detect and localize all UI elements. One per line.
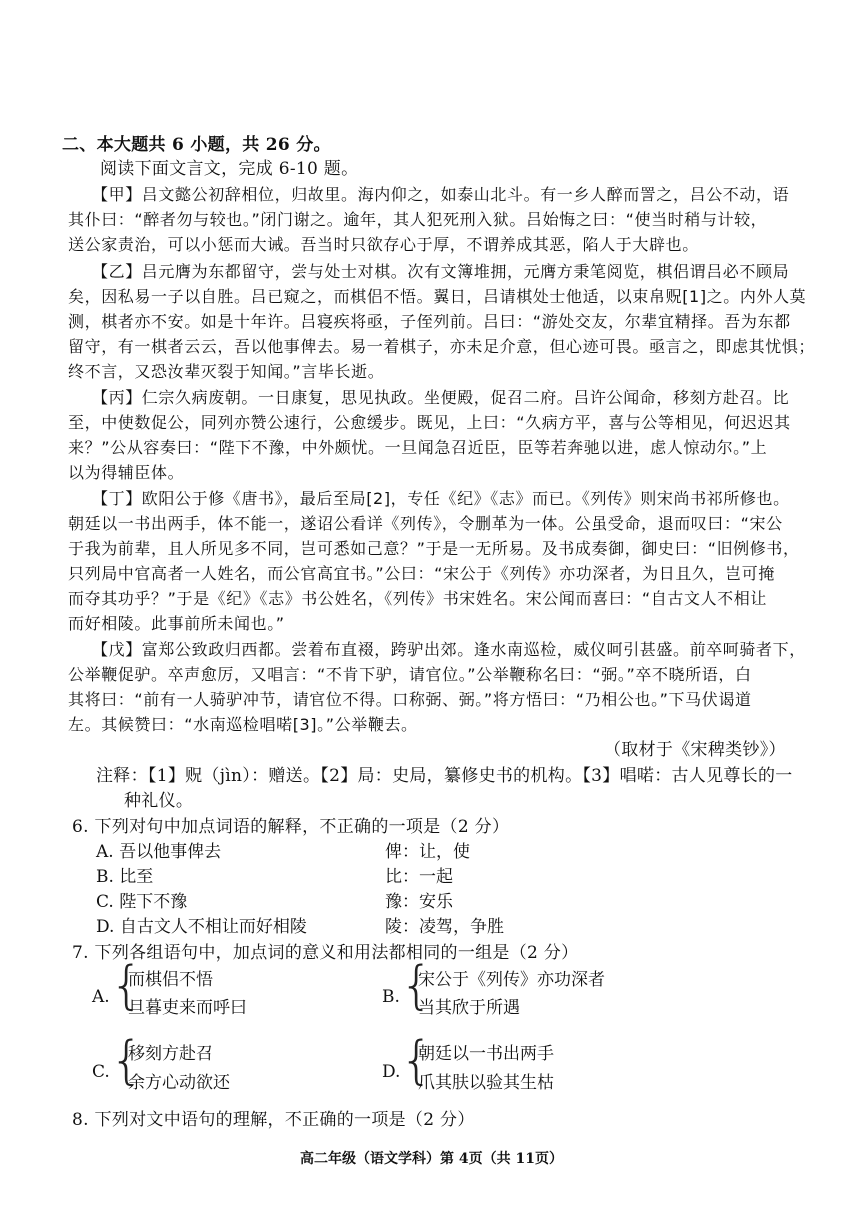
q6-option-d-gloss: 陵：凌驾，争胜 xyxy=(385,917,504,937)
notes-line: 注释：【1】贶（jìn）：赠送。【2】局：史局，纂修史书的机构。【3】唱喏：古人见尊长的一 xyxy=(96,766,793,786)
q7-option-a-top: 而棋侣不悟 xyxy=(128,970,213,990)
passage-ding-line: 只列局中官高者一人姓名，而公官高宜书。”公曰：“宋公于《列传》亦功深者，为日且久，岂可掩 xyxy=(68,564,775,583)
passage-bing-line: 以为得辅臣体。 xyxy=(68,463,185,482)
passage-bing-line: 来？”公从容奏曰：“陛下不豫，中外颇忧。一旦闻急召近臣，臣等若奔驰以进，虑人惊动尔。”上 xyxy=(68,438,768,457)
q6-option-b[interactable]: B. 比至 xyxy=(96,867,154,887)
section-instruction: 阅读下面文言文，完成 6-10 题。 xyxy=(100,159,359,179)
question-8-stem: 8. 下列对文中语句的理解，不正确的一项是（2 分） xyxy=(72,1110,475,1130)
page-footer: 高二年级（语文学科）第 4页（共 11页） xyxy=(300,1151,563,1167)
passage-ding-line: 而夺其功乎？”于是《纪》《志》书公姓名，《列传》书宋姓名。宋公闻而喜曰：“自古文人不相让 xyxy=(68,589,767,608)
passage-yi-line: 矣，因私易一子以自胜。吕已窥之，而棋侣不悟。翼日，吕请棋处士他适，以束帛贶[1]之。内外人莫 xyxy=(68,287,807,306)
q6-option-a-gloss: 俾：让，使 xyxy=(385,842,470,862)
brace-icon: { xyxy=(110,1031,144,1091)
q7-option-b-letter[interactable]: B. xyxy=(382,987,400,1007)
question-6-stem: 6. 下列对句中加点词语的解释，不正确的一项是（2 分） xyxy=(72,817,510,837)
passage-yi-line: 测，棋者亦不安。如是十年许。吕寝疾将亟，子侄列前。吕曰：“游处交友，尔辈宜精择。吾为东都 xyxy=(68,312,791,331)
brace-icon: { xyxy=(400,1031,434,1091)
passage-source: （取材于《宋稗类钞》） xyxy=(604,740,786,760)
passage-yi-line: 终不言，又恐汝辈灭裂于知闻。”言毕长逝。 xyxy=(68,362,385,381)
passage-yi-line: 【乙】吕元膺为东都留守，尝与处士对棋。次有文簿堆拥，元膺方秉笔阅览，棋侣谓吕必不顾局 xyxy=(92,262,790,281)
q6-option-c[interactable]: C. 陛下不豫 xyxy=(96,892,188,912)
passage-bing-line: 至，中使数促公，同列亦赞公速行，公愈缓步。既见，上曰：“久病方平，喜与公等相见，何迟迟其 xyxy=(68,413,791,432)
passage-yi-line: 留守，有一棋者云云，吾以他事俾去。易一着棋子，亦未足介意，但心迹可畏。亟言之，即虑其忧惧； xyxy=(68,337,816,356)
notes-line: 种礼仪。 xyxy=(124,791,194,811)
brace-icon: { xyxy=(400,956,434,1016)
q7-option-c-bottom: 余方心动欲还 xyxy=(128,1073,230,1093)
section-heading: 二、本大题共 6 小题，共 26 分。 xyxy=(62,135,331,155)
q7-option-b-bottom: 当其欣于所遇 xyxy=(418,998,520,1018)
question-7-stem: 7. 下列各组语句中，加点词的意义和用法都相同的一组是（2 分） xyxy=(72,943,579,963)
q7-option-c-letter[interactable]: C. xyxy=(92,1062,110,1082)
passage-ding-line: 朝廷以一书出两手，体不能一，遂诏公看详《列传》，令删革为一体。公虽受命，退而叹曰：“宋公 xyxy=(68,514,783,533)
passage-wu-line: 左。其候赞曰：“水南巡检唱喏[3]。”公举鞭去。 xyxy=(68,715,418,734)
q6-option-b-gloss: 比：一起 xyxy=(385,867,453,887)
passage-ding-line: 而好相陵。此事前所未闻也。” xyxy=(68,614,285,633)
q6-option-a[interactable]: A. 吾以他事俾去 xyxy=(96,842,222,862)
passage-ding-line: 于我为前辈，且人所见多不同，岂可悉如己意？”于是一无所易。及书成奏御，御史曰：“旧例修书， xyxy=(68,539,800,558)
q7-option-b-top: 宋公于《列传》亦功深者 xyxy=(418,970,605,990)
q6-option-c-gloss: 豫：安乐 xyxy=(385,892,453,912)
q7-option-d-bottom: 爪其肤以验其生枯 xyxy=(418,1073,554,1093)
passage-jia-line: 送公家责治，可以小惩而大诫。吾当时只欲存心于厚，不谓养成其恶，陷人于大辟也。 xyxy=(68,235,699,254)
passage-wu-line: 【戊】富郑公致政归西都。尝着布直裰，跨驴出郊。逢水南巡检，威仪呵引甚盛。前卒呵骑者下， xyxy=(92,640,806,659)
passage-jia-line: 【甲】吕文懿公初辞相位，归故里。海内仰之，如泰山北斗。有一乡人醉而詈之，吕公不动，语 xyxy=(92,185,790,204)
q7-option-d-top: 朝廷以一书出两手 xyxy=(418,1044,554,1064)
passage-wu-line: 其将曰：“前有一人骑驴冲节，请官位不得。口称弼、弼。”将方悟曰：“乃相公也。”下马伏谒道 xyxy=(68,690,752,709)
q7-option-c-top: 移刻方赴召 xyxy=(128,1044,213,1064)
passage-jia-line: 其仆曰：“醉者勿与较也。”闭门谢之。逾年，其人犯死刑入狱。吕始悔之曰：“使当时稍与计较， xyxy=(68,210,768,229)
q7-option-d-letter[interactable]: D. xyxy=(382,1062,401,1082)
passage-bing-line: 【丙】仁宗久病废朝。一日康复，思见执政。坐便殿，促召二府。吕许公闻命，移刻方赴召。比 xyxy=(92,388,790,407)
brace-icon: { xyxy=(110,956,144,1016)
q7-option-a-bottom: 旦暮吏来而呼曰 xyxy=(128,998,247,1018)
q6-option-d[interactable]: D. 自古文人不相让而好相陵 xyxy=(96,917,307,937)
q7-option-a-letter[interactable]: A. xyxy=(92,987,110,1007)
passage-wu-line: 公举鞭促驴。卒声愈厉，又唱言：“不肯下驴，请官位。”公举鞭称名曰：“弼。”卒不晓所语，白 xyxy=(68,665,752,684)
passage-ding-line: 【丁】欧阳公于修《唐书》，最后至局[2]，专任《纪》《志》而已。《列传》则宋尚书祁所修也。 xyxy=(92,489,790,508)
